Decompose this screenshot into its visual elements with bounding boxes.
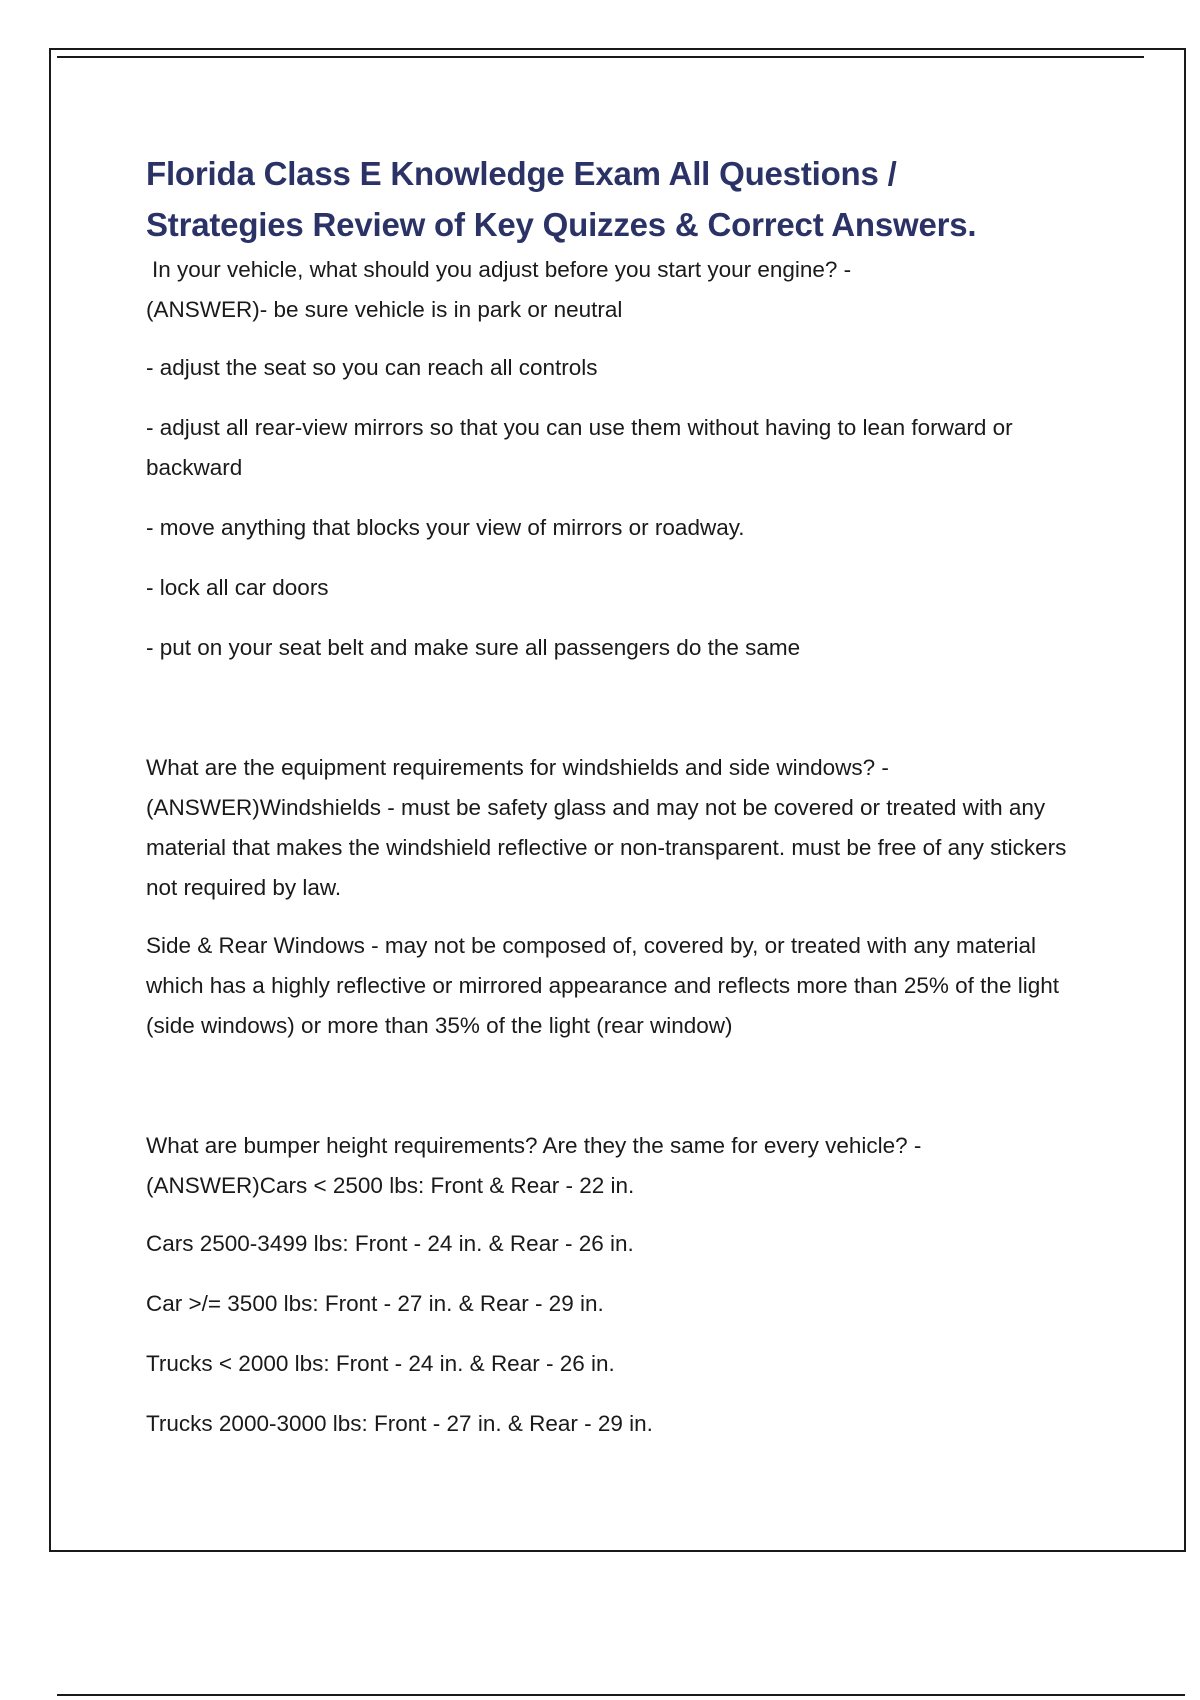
question-1 bbox=[146, 250, 1086, 330]
document-title-line-2: Strategies Review of Key Quizzes & Correct Answers. bbox=[146, 206, 977, 243]
question-1-line-1: In your vehicle, what should you adjust before you start your engine? - bbox=[152, 257, 852, 282]
question-3-line-2: (ANSWER)Cars < 2500 lbs: Front & Rear - 22 in. bbox=[146, 1173, 635, 1198]
question-1-line-2: (ANSWER)- be sure vehicle is in park or neutral bbox=[146, 297, 623, 322]
answer-point: Car >/= 3500 lbs: Front - 27 in. & Rear - 29 in. bbox=[146, 1291, 604, 1316]
question-2: What are the equipment requirements for windshields and side windows? - (ANSWER)Windshields - must be safety glass and may not be covered or treated with any material that makes the windshield reflective or non-transparent. must be free of any stickers not required by law. bbox=[146, 755, 1067, 900]
document-content bbox=[146, 148, 1086, 1464]
answer-point: - put on your seat belt and make sure all passengers do the same bbox=[146, 635, 801, 660]
answer-point: - adjust all rear-view mirrors so that you can use them without having to lean forward or backward bbox=[146, 415, 1013, 480]
question-3 bbox=[146, 1126, 1086, 1206]
answer-point: Trucks < 2000 lbs: Front - 24 in. & Rear - 26 in. bbox=[146, 1351, 615, 1376]
question-3-line-1: What are bumper height requirements? Are they the same for every vehicle? - bbox=[146, 1133, 922, 1158]
answer-point: - move anything that blocks your view of mirrors or roadway. bbox=[146, 515, 745, 540]
section-spacer bbox=[146, 688, 1086, 748]
document-title bbox=[146, 148, 1086, 250]
answer-point: Side & Rear Windows - may not be composed of, covered by, or treated with any material which has a highly reflective or mirrored appearance and reflects more than 25% of the light (side windows) or more than 35% of the light (rear window) bbox=[146, 933, 1059, 1038]
qa-block-2 bbox=[146, 748, 1086, 1046]
answer-point: Trucks 2000-3000 lbs: Front - 27 in. & Rear - 29 in. bbox=[146, 1411, 653, 1436]
answer-point: Cars 2500-3499 lbs: Front - 24 in. & Rear - 26 in. bbox=[146, 1231, 634, 1256]
section-spacer bbox=[146, 1066, 1086, 1126]
qa-block-3 bbox=[146, 1126, 1086, 1444]
bottom-rule bbox=[57, 1694, 1185, 1696]
qa-block-1 bbox=[146, 250, 1086, 668]
document-title-line-1: Florida Class E Knowledge Exam All Questions / bbox=[146, 155, 897, 192]
answer-point: - adjust the seat so you can reach all controls bbox=[146, 355, 598, 380]
answer-point: - lock all car doors bbox=[146, 575, 329, 600]
